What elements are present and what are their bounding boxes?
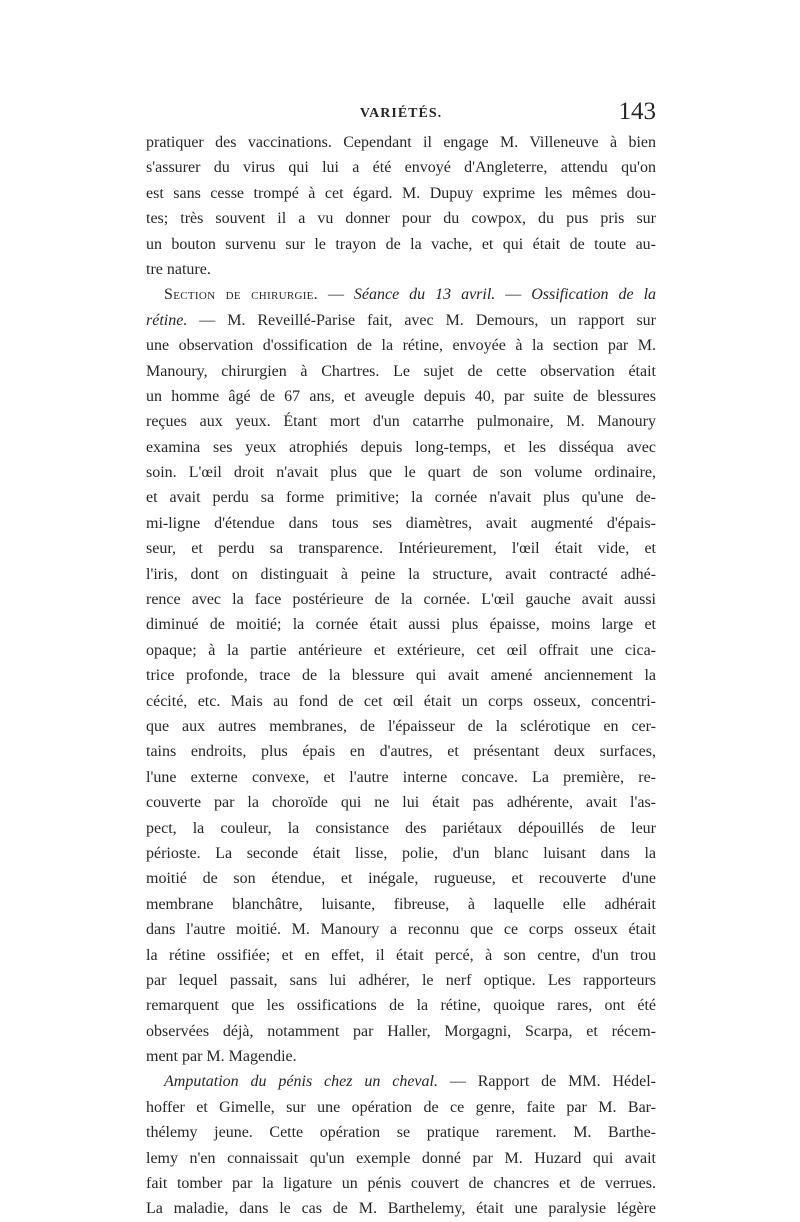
text-line: dans l'autre moitié. M. Manoury a reconnu que ce corps osseux était [146,921,656,939]
text-line: ment par M. Magendie. [146,1048,297,1066]
text-line: fait tomber par la ligature un pénis couvert de chancres et de verrues. [146,1175,656,1193]
running-head: VARIÉTÉS. [359,106,443,121]
text-line: reçues aux yeux. Étant mort d'un catarrhe pulmonaire, M. Manoury [146,413,656,431]
text-line: pect, la couleur, la consistance des pariétaux dépouillés de leur [146,819,656,837]
text-line: opaque; à la partie antérieure et extérieure, cet œil offrait une cica- [146,641,656,659]
text-line: un homme âgé de 67 ans, et aveugle depuis 40, par suite de blessures [146,387,656,405]
text-run: — M. Reveillé-Parise fait, avec M. Demours, un rapport sur [187,311,656,329]
page-header [146,98,656,126]
section-label: Section de chirurgie. [164,286,318,304]
article-title: Amputation du pénis chez un cheval. [164,1073,438,1091]
section-heading-line [146,282,656,307]
text-line [146,308,656,333]
text-line: tre nature. [146,260,211,278]
text-line: pratiquer des vaccinations. Cependant il engage M. Villeneuve à bien [146,134,656,151]
article-title-end: rétine. [146,311,188,329]
text-line: soin. L'œil droit n'avait plus que le quart de son volume ordinaire, [146,464,656,482]
text-line: la rétine ossifiée; et en effet, il était percé, à son centre, d'un trou [146,946,656,964]
text-line: rence avec la face postérieure de la cornée. L'œil gauche avait aussi [146,591,656,609]
text-line: est sans cesse trompé à cet égard. M. Dupuy exprime les mêmes dou- [146,184,656,202]
text-line: une observation d'ossification de la rétine, envoyée à la section par M. [146,337,656,355]
text-line: mi-ligne d'étendue dans tous ses diamètres, avait augmenté d'épais- [146,514,656,532]
paragraph-retina-ossification [146,282,656,1069]
seance-date: Séance du 13 avril. [353,286,496,304]
text-line: thélemy jeune. Cette opération se pratique rarement. M. Barthe- [146,1124,656,1142]
text-line: examina ses yeux atrophiés depuis long-temps, et les disséqua avec [146,438,656,456]
text-line: s'assurer du virus qui lui a été envoyé d'Angleterre, attendu qu'on [146,159,656,177]
text-line: cécité, etc. Mais au fond de cet œil était un corps osseux, concentri- [146,692,656,710]
text-line: l'iris, dont on distinguait à peine la structure, avait contracté adhé- [146,565,656,583]
body-text [146,130,656,1222]
paragraph-vaccination [146,130,656,282]
text-line: Manoury, chirurgien à Chartres. Le sujet de cette observation était [146,362,656,380]
text-line: seur, et perdu sa transparence. Intérieurement, l'œil était vide, et [146,540,656,558]
article-title: Ossification de la [531,286,657,304]
text-line: membrane blanchâtre, luisante, fibreuse, à laquelle elle adhérait [146,895,656,913]
text-line: l'une externe convexe, et l'autre interne concave. La première, re- [146,768,656,786]
text-line: couverte par la choroïde qui ne lui était pas adhérente, avait l'as- [146,794,656,812]
paragraph-amputation [146,1069,656,1221]
text-run: Rapport de MM. Hédel- [477,1073,656,1091]
text-line: remarquent que les ossifications de la rétine, quoique rares, ont été [146,997,656,1015]
text-line: par lequel passait, sans lui adhérer, le nerf optique. Les rapporteurs [146,971,656,989]
text-line: lemy n'en connaissait qu'un exemple donné par M. Huzard qui avait [146,1149,656,1167]
text-line: La maladie, dans le cas de M. Barthelemy, était une paralysie légère [146,1200,656,1218]
dash: — [437,1073,478,1091]
dash: — [317,286,354,304]
text-line: diminué de moitié; la cornée était aussi plus épaisse, moins large et [146,616,656,634]
dash: — [495,286,532,304]
text-line: hoffer et Gimelle, sur une opération de ce genre, faite par M. Bar- [146,1098,656,1116]
text-line: tes; très souvent il a vu donner pour du cowpox, du pus pris sur [146,210,656,228]
text-line: tains endroits, plus épais en d'autres, et présentant deux surfaces, [146,743,656,761]
text-line: moitié de son étendue, et inégale, rugueuse, et recouverte d'une [146,870,656,888]
text-line: et avait perdu sa forme primitive; la cornée n'avait plus qu'une de- [146,489,656,507]
page-number: 143 [618,98,656,125]
section-heading-line [146,1069,656,1094]
text-line: un bouton survenu sur le trayon de la vache, et qui était de toute au- [146,235,656,253]
text-line: trice profonde, trace de la blessure qui avait amené anciennement la [146,667,656,685]
text-line: observées déjà, notamment par Haller, Morgagni, Scarpa, et récem- [146,1022,656,1040]
text-line: que aux autres membranes, de l'épaisseur de la sclérotique en cer- [146,717,656,735]
text-line: périoste. La seconde était lisse, polie, d'un blanc luisant dans la [146,844,656,862]
